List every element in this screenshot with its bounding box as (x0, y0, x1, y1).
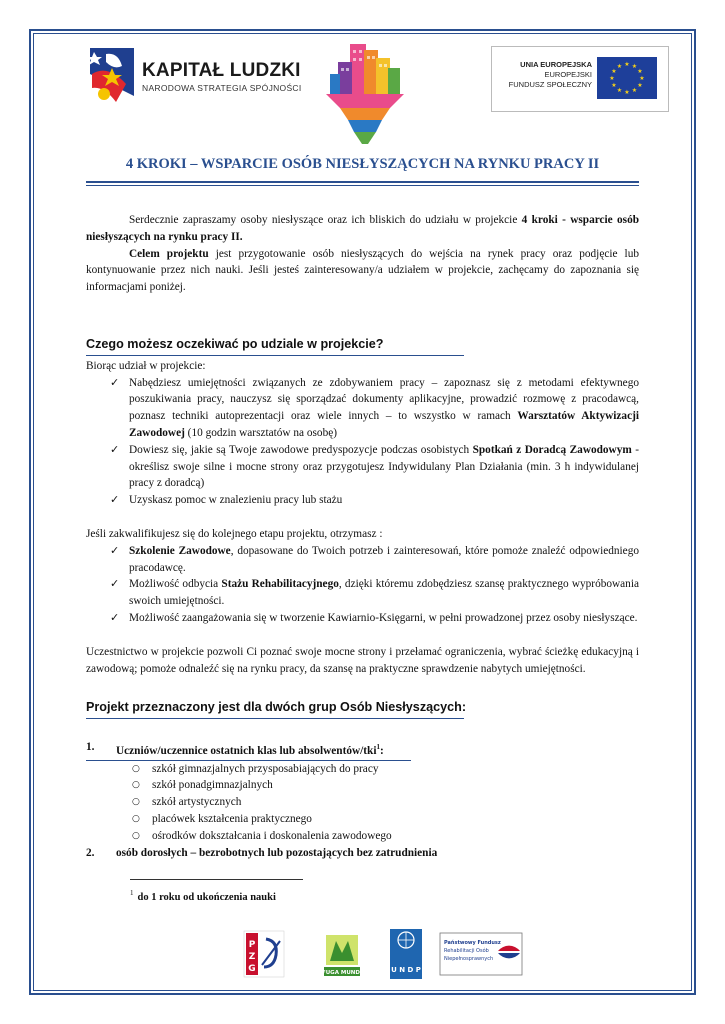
svg-text:Rehabilitacji Osób: Rehabilitacji Osób (444, 948, 489, 954)
svg-text:★: ★ (631, 63, 638, 70)
footnote: $^1$ do 1 roku od ukończenia nauki (130, 889, 276, 903)
document-body (86, 212, 639, 861)
svg-text:★: ★ (624, 89, 630, 96)
city-buildings-logo (320, 38, 410, 148)
footnote-rule (130, 879, 303, 880)
intro-paragraph: Serdecznie zapraszamy osoby niesłyszące oraz ich bliskich do udziału w projekcie 4 kroki - wsparcie osób niesłyszących na rynku pracy II. (86, 214, 640, 243)
list-item: ✓ Szkolenie Zawodowe, dopasowane do Twoich potrzeb i zainteresowań, które pomoże znaleźć odpowiedniego pracodawcę. (110, 543, 639, 574)
list-item: ○ szkół artystycznych (132, 794, 639, 811)
svg-text:★: ★ (624, 61, 630, 68)
checkmark-icon: ✓ (110, 577, 120, 591)
svg-text:★: ★ (611, 68, 617, 75)
eu-title: UNIA EUROPEJSKA (520, 60, 592, 69)
checkmark-icon: ✓ (110, 493, 120, 507)
undp-logo (390, 929, 422, 979)
section-underline (86, 355, 464, 356)
section-heading-groups: Projekt przeznaczony jest dla dwóch grup Osób Niesłyszących: (86, 700, 467, 715)
fuga-mundi-logo (322, 933, 362, 977)
benefits-list (110, 375, 639, 509)
bullet-circle-icon: ○ (132, 780, 140, 791)
pzg-logo (244, 931, 284, 977)
svg-text:★: ★ (609, 75, 615, 82)
bullet-circle-icon: ○ (132, 814, 140, 825)
checkmark-icon: ✓ (110, 543, 120, 557)
svg-text:★: ★ (616, 87, 623, 94)
group-1-heading: 1. Uczniów/uczennice ostatnich klas lub absolwentów/tki$^1$: (86, 741, 384, 757)
pfron-logo (440, 933, 522, 975)
list-item: ○ szkół ponadgimnazjalnych (132, 777, 639, 794)
list-item: ✓ Możliwość odbycia Stażu Rehabilitacyjnego, dzięki któremu zdobędziesz szansę praktycznego wypróbowania swoich umiejętności. (110, 577, 639, 608)
footer-partner-logos (240, 927, 525, 982)
svg-text:FUGA MUNDI: FUGA MUNDI (321, 970, 363, 976)
section-underline (86, 718, 464, 719)
list-item: ○ ośrodków dokształcania i doskonalenia zawodowego (132, 828, 639, 845)
goal-paragraph: Celem projektu jest przygotowanie osób niesłyszących do wejścia na rynek pracy oraz podjęcie lub kontynuowanie przez nich nauki. Jeśli jesteś zainteresowany/a udziałem w projekcie, zachęcamy do zapoznania się informacjami poniżej. (86, 247, 639, 294)
title-rule-thick (86, 181, 639, 183)
eu-flag-icon (597, 57, 657, 99)
checkmark-icon: ✓ (110, 442, 120, 456)
checkmark-icon: ✓ (110, 610, 120, 624)
section-lead-2: Jeśli zakwalifikujesz się do kolejnego etapu projektu, otrzymasz : (86, 527, 383, 540)
kapital-ludzki-title: KAPITAŁ LUDZKI (142, 60, 301, 81)
svg-text:P: P (248, 940, 256, 950)
svg-text:★: ★ (631, 87, 638, 94)
bullet-circle-icon: ○ (132, 763, 140, 774)
kapital-ludzki-subtitle: NARODOWA STRATEGIA SPÓJNOŚCI (142, 83, 302, 93)
section-heading-expectations: Czego możesz oczekiwać po udziale w projekcie? (86, 336, 384, 351)
closing-paragraph: Uczestnictwo w projekcie pozwoli Ci poznać swoje mocne strony i przełamać ograniczenia, wybrać ścieżkę edukacyjną i zawodową; pomoże odnaleźć się na rynku pracy, da szansę na praktyczne sprawdzenie nabytych umiejętności. (86, 645, 639, 675)
bullet-circle-icon: ○ (132, 830, 140, 841)
svg-text:Z: Z (248, 952, 256, 962)
checkmark-icon: ✓ (110, 375, 120, 389)
svg-text:G: G (248, 964, 256, 974)
svg-text:★: ★ (637, 82, 643, 89)
list-item: ✓ Dowiesz się, jakie są Twoje zawodowe predyspozycje podczas osobistych Spotkań z Doradcą Zawodowym - określisz swoje silne i mocne strony oraz przygotujesz Indywidulany Plan Działania (min. 3 h indywidulanej pracy z doradcą) (110, 442, 640, 490)
list-item: ✓ Możliwość zaangażowania się w tworzenie Kawiarnio-Księgarni, w pełni prowadzonej przez osoby niesłyszące. (110, 610, 639, 627)
next-stage-list (110, 543, 639, 627)
document-title: 4 KROKI – WSPARCIE OSÓB NIESŁYSZĄCYCH NA RYNKU PRACY II (125, 156, 600, 172)
svg-text:★: ★ (637, 68, 643, 75)
svg-text:Państwowy Fundusz: Państwowy Fundusz (444, 940, 501, 946)
eu-line-3: FUNDUSZ SPOŁECZNY (508, 80, 592, 89)
section-lead: Biorąc udział w projekcie: (86, 359, 206, 372)
list-item: ○ szkół gimnazjalnych przysposabiających do pracy (132, 761, 639, 778)
list-item: ✓ Nabędziesz umiejętności związanych ze zdobywaniem pracy – zapoznasz się z metodami efektywnego poszukiwania pracy, nauczysz się sporządzać dokumenty aplikacyjne, prowadzić rozmowę z pracodawcą, poznasz techniki autoprezentacji oraz wiele innych – to wszystko w ramach Warsztatów Aktywizacji Zawodowej (10 godzin warsztatów na osobę) (110, 375, 639, 439)
bullet-circle-icon: ○ (132, 797, 140, 808)
svg-text:Niepełnosprawnych: Niepełnosprawnych (444, 956, 494, 962)
title-rule-thin (86, 185, 639, 186)
group-1-sublist (132, 761, 639, 845)
svg-text:★: ★ (616, 63, 623, 70)
eu-line-2: EUROPEJSKI (544, 70, 592, 79)
svg-text:★: ★ (611, 82, 617, 89)
svg-text:U N D P: U N D P (391, 966, 421, 974)
group-2-heading: 2. osób dorosłych – bezrobotnych lub pozostających bez zatrudnienia (86, 846, 438, 859)
list-item: ✓ Uzyskasz pomoc w znalezieniu pracy lub stażu (110, 492, 639, 509)
list-item: ○ placówek kształcenia praktycznego (132, 811, 639, 828)
svg-text:★: ★ (639, 75, 645, 82)
